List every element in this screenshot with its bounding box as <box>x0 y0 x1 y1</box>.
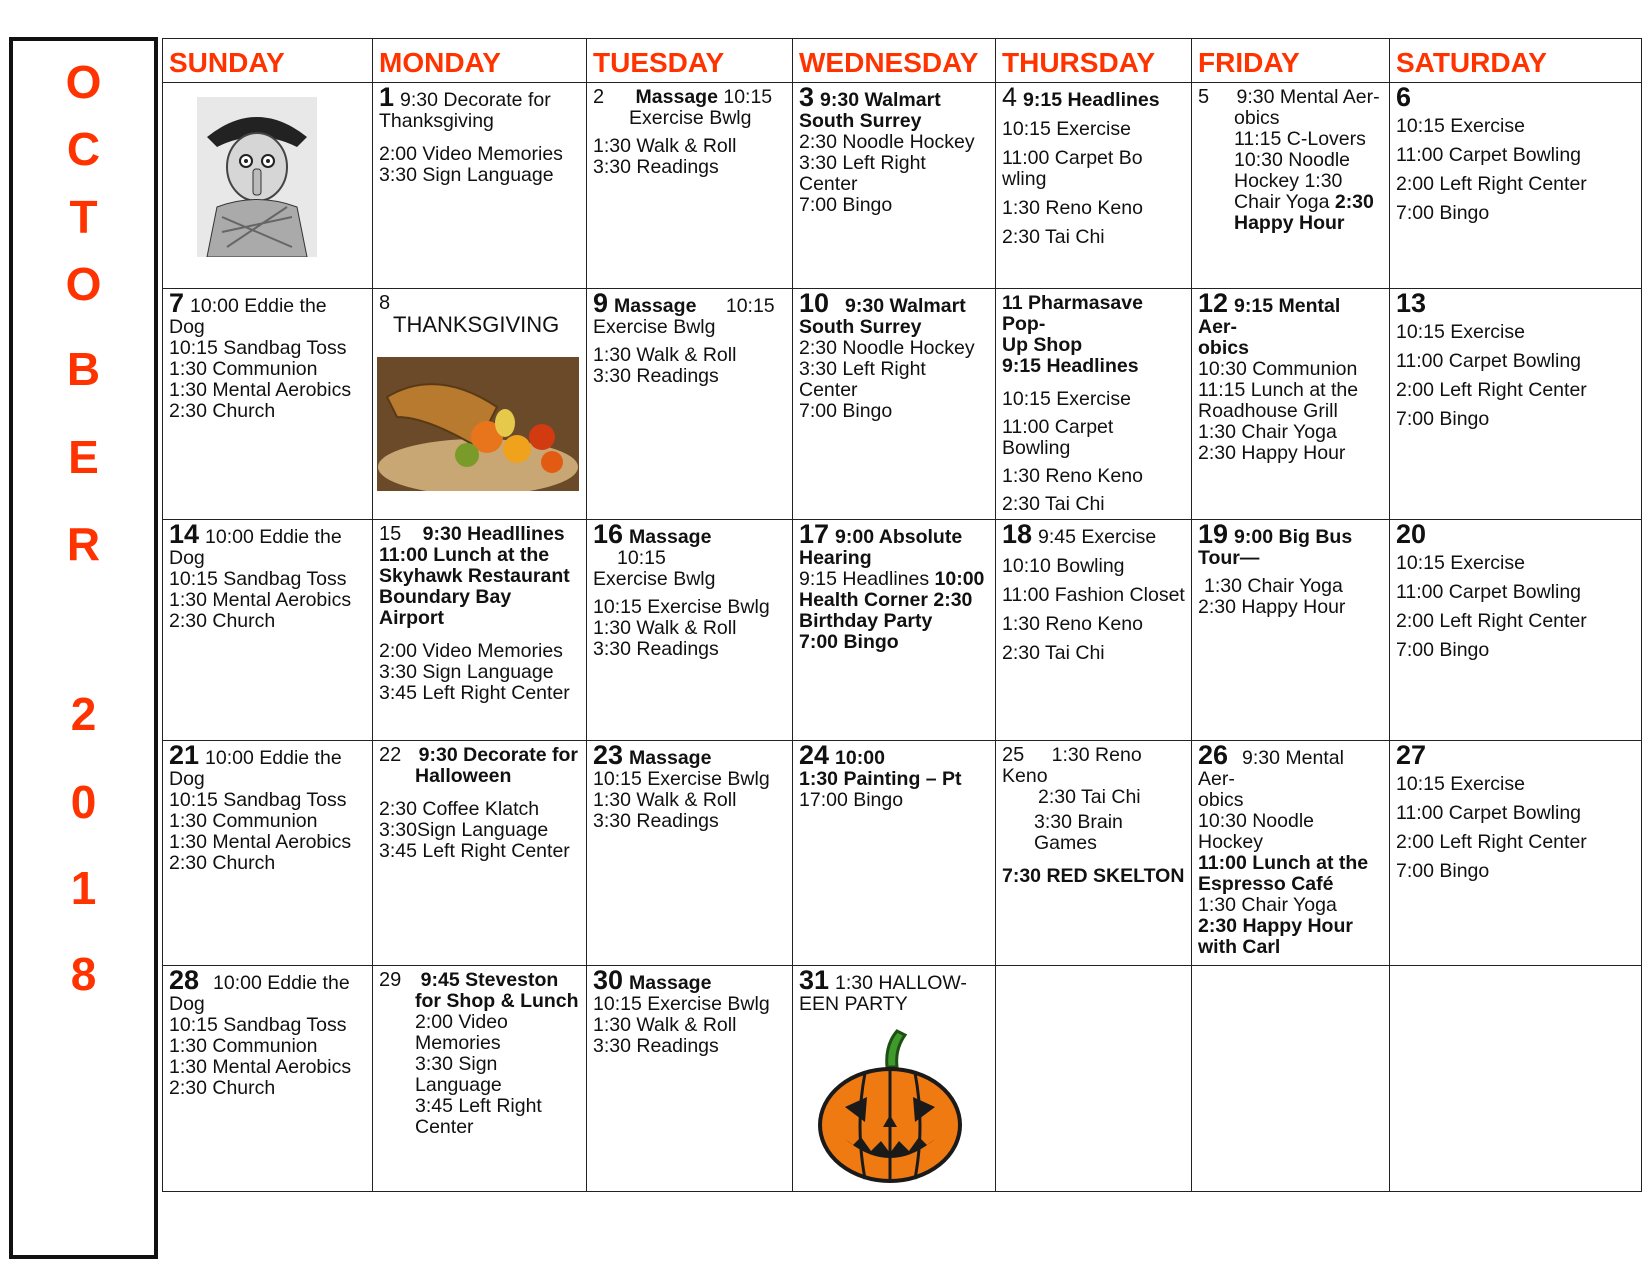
month-letter: T <box>69 191 98 243</box>
event-line: 1:30 Communion <box>169 810 318 832</box>
event-line: 1:30 Painting – Pt <box>799 768 962 790</box>
week-row <box>163 741 1642 966</box>
month-letter: O <box>65 56 102 108</box>
event-line: Roadhouse Grill <box>1198 400 1338 422</box>
event-line: Health Corner 2:30 <box>799 589 973 611</box>
event-line: 10:30 Noodle <box>1234 149 1351 171</box>
event-line: 1:30 Chair Yoga <box>1204 575 1343 597</box>
event-line: 10:00 <box>835 747 885 769</box>
event-line: 9:30 Decorate for <box>400 89 551 111</box>
day-number: 10 <box>799 288 830 318</box>
holiday-title: THANKSGIVING <box>393 312 560 337</box>
event-line: 2:30 Noodle Hockey <box>799 131 975 153</box>
event-line: 11:00 Carpet Bowling <box>1002 416 1114 459</box>
event-line: 2:30 Church <box>169 1077 276 1099</box>
event-line: 3:30 Readings <box>593 156 719 178</box>
day-number: 6 <box>1396 82 1412 112</box>
month-letter: C <box>66 123 101 175</box>
day-number: 9 <box>593 288 609 318</box>
day-number: 16 <box>593 519 624 549</box>
event-line: 10:15 Exercise Bwlg <box>593 596 770 618</box>
day-cell-29 <box>373 966 587 1192</box>
event-line: 2:30 Tai Chi <box>1038 786 1141 808</box>
event-line: 1:30 Mental Aerobics <box>169 589 352 611</box>
event-line: 3:45 Left Right Center <box>379 840 570 862</box>
day-cell-16 <box>587 520 793 741</box>
event-line: Tour— <box>1198 547 1260 569</box>
event-line: 17:00 Bingo <box>799 789 904 811</box>
event-line: 1:30 Reno Keno <box>1002 613 1143 635</box>
event-line: 3:30 Brain Games <box>1034 811 1123 854</box>
event-line: 2:30 Happy Hour <box>1198 442 1346 464</box>
event-line: obics <box>1198 337 1249 359</box>
event-line: Thanksgiving <box>379 110 494 132</box>
event-line: 3:30 Readings <box>593 365 719 387</box>
weekday-tuesday: TUESDAY <box>587 39 793 83</box>
day-cell-14 <box>163 520 373 741</box>
event-line: Hockey 1:30 <box>1234 170 1343 192</box>
month-letter: 1 <box>70 862 97 914</box>
month-letter: R <box>66 518 101 570</box>
event-line: 3:30 Left Right Center <box>799 152 926 195</box>
day-number: 4 <box>1002 82 1018 112</box>
event-line: 10:15 Exercise <box>1002 118 1131 140</box>
weekday-monday: MONDAY <box>373 39 587 83</box>
day-cell-6 <box>1390 83 1642 289</box>
event-line: 10:00 Eddie the <box>213 972 350 994</box>
event-line: 9:30 Walmart <box>820 89 941 111</box>
event-line: 9:15 Headlines <box>1023 89 1160 111</box>
event-line: 10:00 Eddie the <box>205 747 342 769</box>
day-number: 18 <box>1002 519 1033 549</box>
event-line: 11:00 Carpet Bowling <box>1396 350 1582 372</box>
event-line: 1:30 Communion <box>169 1035 318 1057</box>
event-line: Happy Hour <box>1234 212 1345 234</box>
day-number: 13 <box>1396 288 1427 318</box>
event-line: 3:30 Sign Language <box>415 1053 502 1096</box>
weekday-friday: FRIDAY <box>1192 39 1390 83</box>
event-line: 2:30 Tai Chi <box>1002 493 1105 515</box>
event-time: 10:00 <box>934 568 985 590</box>
month-letter: B <box>66 343 101 395</box>
event-line: 3:45 Left Right Center <box>379 682 570 704</box>
day-cell-28 <box>163 966 373 1192</box>
event-line: 1:30 Mental Aerobics <box>169 1056 352 1078</box>
event-line: 11:00 Carpet Bo wling <box>1002 147 1143 190</box>
event-line: 7:00 Bingo <box>799 194 893 216</box>
event-line: 1:30 Communion <box>169 358 318 380</box>
event-line: 2:00 Video Memories <box>379 143 563 165</box>
event-line: 3:30 Left Right Center <box>799 358 926 401</box>
event-line: 1:30 Walk & Roll <box>593 344 737 366</box>
day-number: 24 <box>799 740 830 770</box>
day-cell-20 <box>1390 520 1642 741</box>
day-number: 11 <box>1002 292 1023 314</box>
day-cell-13 <box>1390 289 1642 520</box>
day-cell-5 <box>1192 83 1390 289</box>
day-cell-18 <box>996 520 1192 741</box>
event-line: 2:30 Tai Chi <box>1002 226 1105 248</box>
day-cell-21 <box>163 741 373 966</box>
day-cell-12 <box>1192 289 1390 520</box>
event-line: Dog <box>169 768 205 790</box>
event-line: 9:15 Mental Aer- <box>1198 295 1341 338</box>
event-line: 1:30 Mental Aerobics <box>169 379 352 401</box>
event-line: 2:00 Video Memories <box>415 1011 508 1054</box>
event-line: 1:30 HALLOW- <box>835 972 967 994</box>
event-line: 10:15 Exercise Bwlg <box>593 768 770 790</box>
weekday-header-row <box>163 39 1642 83</box>
calendar-grid <box>162 38 1642 1192</box>
day-number: 2 <box>593 86 605 108</box>
event-line: 10:10 Bowling <box>1002 555 1125 577</box>
event-line: 3:30 Sign Language <box>379 164 554 186</box>
day-cell-1 <box>373 83 587 289</box>
event-line: Massage <box>614 295 697 317</box>
event-line: 3:30 Sign Language <box>379 661 554 683</box>
event-line: 3:30 Readings <box>593 1035 719 1057</box>
event-line: Exercise Bwlg <box>629 107 752 129</box>
event-line: Halloween <box>415 765 512 787</box>
event-line: 2:00 Video Memories <box>379 640 563 662</box>
day-cell-10 <box>793 289 996 520</box>
day-cell-empty <box>1192 966 1390 1192</box>
event-line: obics <box>1198 789 1244 811</box>
event-line: 11:15 Lunch at the <box>1198 379 1359 401</box>
day-number: 12 <box>1198 288 1229 318</box>
day-number: 15 <box>379 523 402 545</box>
day-cell-24 <box>793 741 996 966</box>
event-line: 1:30 Reno Keno <box>1002 465 1143 487</box>
month-letter: E <box>68 431 99 483</box>
day-cell-15 <box>373 520 587 741</box>
cornucopia-image <box>377 357 579 491</box>
event-line: South Surrey <box>799 110 922 132</box>
day-number: 8 <box>379 292 391 314</box>
event-line: 11:00 Lunch at the <box>1198 852 1369 874</box>
event-line: Exercise Bwlg <box>593 316 716 338</box>
day-cell-7 <box>163 289 373 520</box>
event-line: obics <box>1234 107 1280 129</box>
event-line: Chair Yoga <box>1234 191 1330 213</box>
event-line: 7:00 Bingo <box>799 400 893 422</box>
day-cell-4 <box>996 83 1192 289</box>
event-line: 10:15 Exercise <box>1396 552 1525 574</box>
day-number: 21 <box>169 740 200 770</box>
day-number: 25 <box>1002 744 1025 766</box>
day-number: 26 <box>1198 740 1229 770</box>
event-line: 9:30 Headllines <box>422 523 565 545</box>
event-line: 11:00 Carpet Bowling <box>1396 802 1582 824</box>
event-line: Pharmasave Pop- <box>1002 292 1143 335</box>
event-line: 1:30 Chair Yoga <box>1198 421 1337 443</box>
event-line: 2:30 Church <box>169 852 276 874</box>
event-line: 10:15 Sandbag Toss <box>169 568 347 590</box>
weekday-saturday: SATURDAY <box>1390 39 1642 83</box>
event-line: 7:00 Bingo <box>1396 639 1490 661</box>
event-line: 11:00 Lunch at the <box>379 544 550 566</box>
event-line: Massage <box>629 747 712 769</box>
event-line: 9:30 Mental Aer- <box>1236 86 1380 108</box>
event-line: 2:00 Left Right Center <box>1396 610 1587 632</box>
event-line: 7:00 Bingo <box>1396 860 1490 882</box>
weekday-thursday: THURSDAY <box>996 39 1192 83</box>
day-number: 5 <box>1198 86 1210 108</box>
event-line: 10:15 Exercise <box>1002 388 1131 410</box>
day-number: 30 <box>593 965 624 995</box>
event-line: 10:15 Exercise <box>1396 321 1525 343</box>
day-cell-27 <box>1390 741 1642 966</box>
event-line: 10:15 Exercise <box>1396 773 1525 795</box>
weekday-sunday: SUNDAY <box>163 39 373 83</box>
day-cell-22 <box>373 741 587 966</box>
event-line: 9:15 Headlines <box>1002 355 1139 377</box>
day-cell-25 <box>996 741 1192 966</box>
day-number: 17 <box>799 519 830 549</box>
day-cell-26 <box>1192 741 1390 966</box>
event-time: 10:15 <box>725 295 775 317</box>
event-line: 11:00 Fashion Closet <box>1002 584 1185 606</box>
event-line: Center <box>415 1116 474 1138</box>
day-cell-11 <box>996 289 1192 520</box>
event-line: 9:30 Decorate for <box>418 744 578 766</box>
event-line: 9:00 Big Bus <box>1234 526 1353 548</box>
day-cell-19 <box>1192 520 1390 741</box>
day-cell-empty <box>163 83 373 289</box>
day-cell-30 <box>587 966 793 1192</box>
week-row <box>163 520 1642 741</box>
day-number: 27 <box>1396 740 1427 770</box>
event-line: 2:30 Church <box>169 610 276 632</box>
event-line: 1:30 Walk & Roll <box>593 135 737 157</box>
event-line: 10:15 Sandbag Toss <box>169 337 347 359</box>
event-line: 10:15 Exercise Bwlg <box>593 993 770 1015</box>
month-letter: 2 <box>70 688 97 740</box>
event-line: 10:30 Noodle Hockey <box>1198 810 1315 853</box>
event-line: 7:00 Bingo <box>799 631 899 653</box>
day-number: 7 <box>169 288 185 318</box>
event-line: 1:30 Walk & Roll <box>593 789 737 811</box>
event-line: for Shop & Lunch <box>415 990 579 1012</box>
event-line: Massage <box>629 526 712 548</box>
event-line: 3:30Sign Language <box>379 819 549 841</box>
month-letter: 8 <box>70 948 97 1000</box>
event-line: 1:30 Walk & Roll <box>593 617 737 639</box>
month-letter: O <box>65 258 102 310</box>
event-line: Massage <box>629 972 712 994</box>
event-line: 7:30 RED SKELTON <box>1002 865 1185 887</box>
event-line: 2:30 Coffee Klatch <box>379 798 540 820</box>
event-line: Up Shop <box>1002 334 1083 356</box>
event-line: 2:30 Church <box>169 400 276 422</box>
day-cell-empty <box>996 966 1192 1192</box>
event-line: Birthday Party <box>799 610 933 632</box>
event-line: Exercise Bwlg <box>593 568 716 590</box>
event-line: 2:30 Tai Chi <box>1002 642 1105 664</box>
event-line: 10:15 Sandbag Toss <box>169 789 347 811</box>
day-cell-8 <box>373 289 587 520</box>
day-cell-3 <box>793 83 996 289</box>
day-number: 20 <box>1396 519 1427 549</box>
event-line: 7:00 Bingo <box>1396 408 1490 430</box>
event-line: 10:00 Eddie the Dog <box>169 526 342 569</box>
event-line: 9:00 Absolute <box>835 526 963 548</box>
day-number: 19 <box>1198 519 1229 549</box>
event-line: 2:30 Noodle Hockey <box>799 337 975 359</box>
event-line: 9:45 Steveston <box>420 969 559 991</box>
event-time: 10:15 <box>723 86 773 108</box>
event-line: Espresso Café <box>1198 873 1334 895</box>
event-line: 1:30 Reno Keno <box>1002 197 1143 219</box>
event-line: 11:00 Carpet Bowling <box>1396 581 1582 603</box>
event-line: Hearing <box>799 547 872 569</box>
day-cell-31 <box>793 966 996 1192</box>
event-line: 11:15 C-Lovers <box>1234 128 1366 150</box>
event-line: 3:45 Left Right <box>415 1095 542 1117</box>
event-line: South Surrey <box>799 316 922 338</box>
day-number: 28 <box>169 965 200 995</box>
event-line: 2:30 Happy Hour <box>1198 596 1346 618</box>
comedian-portrait-image <box>197 97 317 257</box>
event-line: Boundary Bay Airport <box>379 586 512 629</box>
day-cell-2 <box>587 83 793 289</box>
day-number: 3 <box>799 82 815 112</box>
event-line: 9:30 Walmart <box>845 295 966 317</box>
week-row <box>163 83 1642 289</box>
day-number: 23 <box>593 740 624 770</box>
event-line: 3:30 Readings <box>593 638 719 660</box>
event-line: 10:00 Eddie the <box>190 295 327 317</box>
event-line: 11:00 Carpet Bowling <box>1396 144 1582 166</box>
event-line: 9:45 Exercise <box>1038 526 1157 548</box>
event-line: Dog <box>169 316 205 338</box>
month-letter: 0 <box>70 776 97 828</box>
event-line: Massage <box>635 86 718 108</box>
event-line: 2:30 Happy Hour <box>1198 915 1353 937</box>
event-line: 7:00 Bingo <box>1396 202 1490 224</box>
weekday-wednesday: WEDNESDAY <box>793 39 996 83</box>
event-line: 9:30 Mental Aer- <box>1198 747 1344 790</box>
event-line: 1:30 Walk & Roll <box>593 1014 737 1036</box>
event-line: 9:15 Headlines <box>799 568 930 590</box>
event-line: 1:30 Mental Aerobics <box>169 831 352 853</box>
month-sidebar <box>9 37 158 1259</box>
event-line: 1:30 Reno Keno <box>1002 744 1142 787</box>
day-cell-17 <box>793 520 996 741</box>
day-number: 31 <box>799 965 830 995</box>
day-number: 22 <box>379 744 402 766</box>
event-line: Dog <box>169 993 205 1015</box>
day-number: 1 <box>379 82 395 112</box>
event-line: with Carl <box>1198 936 1281 958</box>
event-line: 10:30 Communion <box>1198 358 1358 380</box>
day-number: 14 <box>169 519 200 549</box>
week-row <box>163 289 1642 520</box>
event-line: 10:15 Exercise <box>1396 115 1525 137</box>
event-line: 2:00 Left Right Center <box>1396 379 1587 401</box>
day-cell-23 <box>587 741 793 966</box>
event-line: 3:30 Readings <box>593 810 719 832</box>
event-line: 2:00 Left Right Center <box>1396 831 1587 853</box>
event-line: Skyhawk Restaurant <box>379 565 570 587</box>
event-line: 10:15 Sandbag Toss <box>169 1014 347 1036</box>
event-line: 2:00 Left Right Center <box>1396 173 1587 195</box>
day-cell-empty <box>1390 966 1642 1192</box>
event-time: 10:15 <box>617 547 666 569</box>
pumpkin-image <box>815 1027 965 1187</box>
day-cell-9 <box>587 289 793 520</box>
event-time: 2:30 <box>1334 191 1374 213</box>
week-row <box>163 966 1642 1192</box>
event-line: 1:30 Chair Yoga <box>1198 894 1337 916</box>
event-line: EEN PARTY <box>799 993 908 1015</box>
day-number: 29 <box>379 969 402 991</box>
